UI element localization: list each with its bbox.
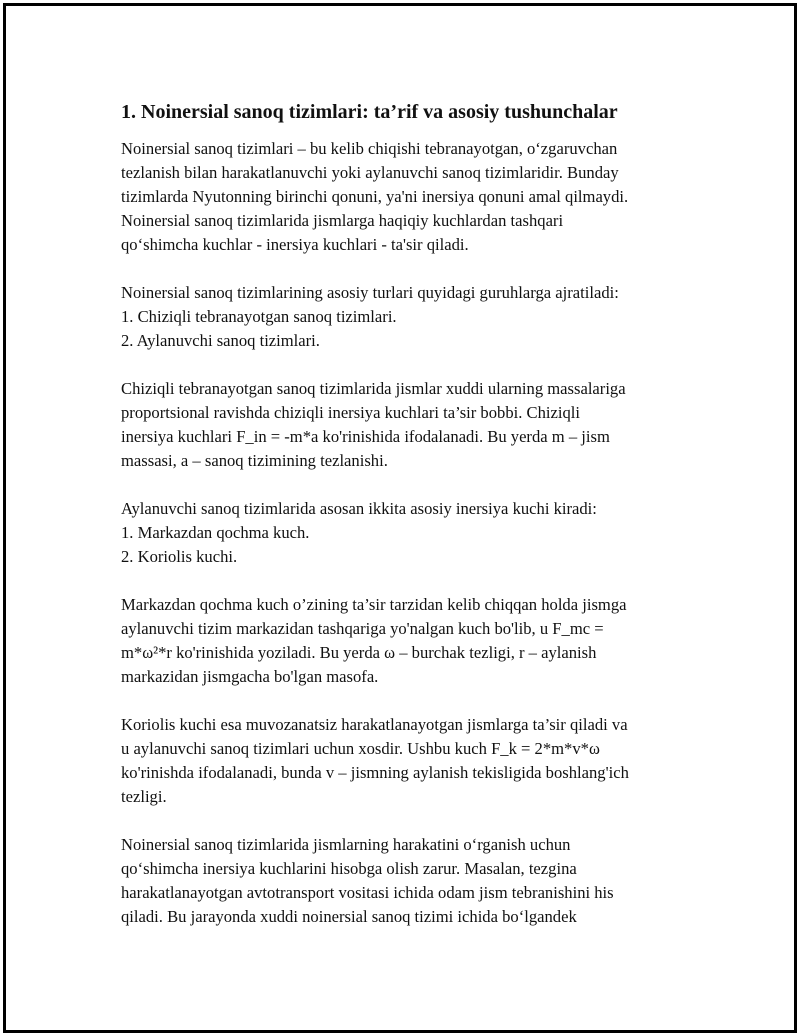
- text-line: qiladi. Bu jarayonda xuddi noinersial sanoq tizimi ichida bo‘lgandek: [121, 907, 577, 926]
- document-title: 1. Noinersial sanoq tizimlari: ta’rif va asosiy tushunchalar: [121, 101, 618, 123]
- text-line: tezligi.: [121, 787, 167, 806]
- text-line: markazidan jismgacha bo'lgan masofa.: [121, 667, 379, 686]
- list-item: 2. Aylanuvchi sanoq tizimlari.: [121, 331, 320, 350]
- text-line: Aylanuvchi sanoq tizimlarida asosan ikkita asosiy inersiya kuchi kiradi:: [121, 499, 597, 518]
- paragraph-centrifugal-force: [121, 593, 691, 689]
- text-line: tezlanish bilan harakatlanuvchi yoki aylanuvchi sanoq tizimlaridir. Bunday: [121, 163, 619, 182]
- text-line: aylanuvchi tizim markazidan tashqariga yo'nalgan kuch bo'lib, u F_mc =: [121, 619, 604, 638]
- paragraph-types-list: [121, 281, 691, 353]
- text-line: harakatlanayotgan avtotransport vositasi ichida odam jism tebranishini his: [121, 883, 614, 902]
- text-line: Noinersial sanoq tizimlarida jismlarning harakatini o‘rganish uchun: [121, 835, 571, 854]
- text-line: Noinersial sanoq tizimlari – bu kelib chiqishi tebranayotgan, o‘zgaruvchan: [121, 139, 618, 158]
- text-line: m*ω²*r ko'rinishida yoziladi. Bu yerda ω – burchak tezligi, r – aylanish: [121, 643, 597, 662]
- list-item: 1. Chiziqli tebranayotgan sanoq tizimlari.: [121, 307, 397, 326]
- text-line: qo‘shimcha inersiya kuchlarini hisobga olish zarur. Masalan, tezgina: [121, 859, 577, 878]
- text-line: Noinersial sanoq tizimlarining asosiy turlari quyidagi guruhlarga ajratiladi:: [121, 283, 619, 302]
- text-line: massasi, a – sanoq tizimining tezlanishi.: [121, 451, 388, 470]
- paragraph-definition: [121, 137, 691, 257]
- text-line: inersiya kuchlari F_in = -m*a ko'rinishida ifodalanadi. Bu yerda m – jism: [121, 427, 610, 446]
- list-item: 1. Markazdan qochma kuch.: [121, 523, 310, 542]
- text-line: u aylanuvchi sanoq tizimlari uchun xosdir. Ushbu kuch F_k = 2*m*v*ω: [121, 739, 600, 758]
- text-line: Chiziqli tebranayotgan sanoq tizimlarida jismlar xuddi ularning massalariga: [121, 379, 626, 398]
- paragraph-rotating-forces-list: [121, 497, 691, 569]
- text-line: tizimlarda Nyutonning birinchi qonuni, ya'ni inersiya qonuni amal qilmaydi.: [121, 187, 629, 206]
- document-body: [121, 99, 691, 953]
- list-item: 2. Koriolis kuchi.: [121, 547, 238, 566]
- paragraph-linear-systems: [121, 377, 691, 473]
- page-frame: [3, 3, 797, 1033]
- text-line: proportsional ravishda chiziqli inersiya kuchlari ta’sir bobbi. Chiziqli: [121, 403, 580, 422]
- text-line: qo‘shimcha kuchlar - inersiya kuchlari - ta'sir qiladi.: [121, 235, 469, 254]
- text-line: Noinersial sanoq tizimlarida jismlarga haqiqiy kuchlardan tashqari: [121, 211, 564, 230]
- text-line: Koriolis kuchi esa muvozanatsiz harakatlanayotgan jismlarga ta’sir qiladi va: [121, 715, 628, 734]
- text-line: Markazdan qochma kuch o’zining ta’sir tarzidan kelib chiqqan holda jismga: [121, 595, 627, 614]
- text-line: ko'rinishda ifodalanadi, bunda v – jismning aylanish tekisligida boshlang'ich: [121, 763, 629, 782]
- paragraph-conclusion: [121, 833, 691, 929]
- paragraph-coriolis-force: [121, 713, 691, 809]
